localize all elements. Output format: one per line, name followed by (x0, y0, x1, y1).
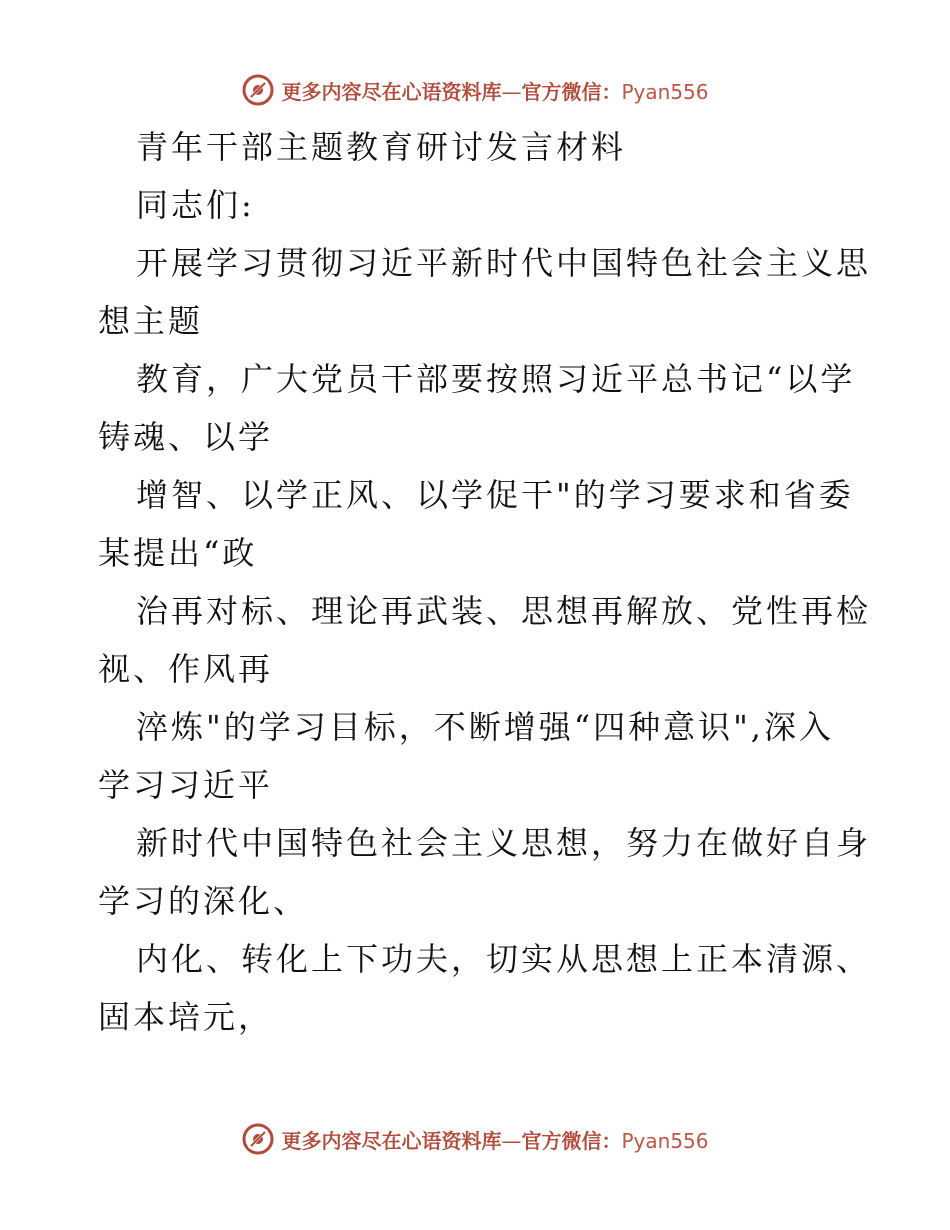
text-line: 学习习近平 (98, 766, 274, 804)
text-line: 淬炼"的学习目标，不断增强“四种意识",深入 (136, 708, 834, 746)
text-line: 视、作风再 (98, 650, 274, 688)
watermark-text (281, 1125, 708, 1154)
text-line: 内化、转化上下功夫，切实从思想上正本清源、 (136, 940, 872, 978)
library-logo-icon (241, 1122, 275, 1156)
text-line: 学习的深化、 (98, 882, 309, 920)
text-line: 教育，广大党员干部要按照习近平总书记“以学 (136, 360, 856, 398)
footer-watermark (0, 1119, 950, 1159)
watermark-dash: — (501, 1128, 522, 1153)
watermark-wechat-label: 官方微信： (521, 79, 622, 104)
text-line: 新时代中国特色社会主义思想，努力在做好自身 (136, 824, 872, 862)
text-line: 铸魂、以学 (98, 418, 274, 456)
watermark-dash: — (501, 79, 522, 104)
document-body (98, 118, 872, 1046)
watermark-library-name: 更多内容尽在心语资料库 (281, 79, 502, 104)
watermark-library-name: 更多内容尽在心语资料库 (281, 1128, 502, 1153)
text-line: 开展学习贯彻习近平新时代中国特色社会主义思 (136, 244, 872, 282)
text-line: 某提出“政 (98, 534, 258, 572)
library-logo-icon (241, 73, 275, 107)
text-line: 同志们: (136, 186, 255, 224)
watermark-wechat-id: Pyan556 (621, 1128, 709, 1153)
text-line: 增智、以学正风、以学促干"的学习要求和省委 (136, 476, 854, 514)
watermark-text (281, 76, 708, 105)
text-line: 青年干部主题教育研讨发言材料 (136, 128, 627, 166)
text-line: 想主题 (98, 302, 204, 340)
text-line: 治再对标、理论再武装、思想再解放、党性再检 (136, 592, 872, 630)
text-line: 固本培元， (98, 998, 274, 1036)
header-watermark (0, 70, 950, 110)
watermark-wechat-id: Pyan556 (621, 79, 709, 104)
watermark-wechat-label: 官方微信： (521, 1128, 622, 1153)
